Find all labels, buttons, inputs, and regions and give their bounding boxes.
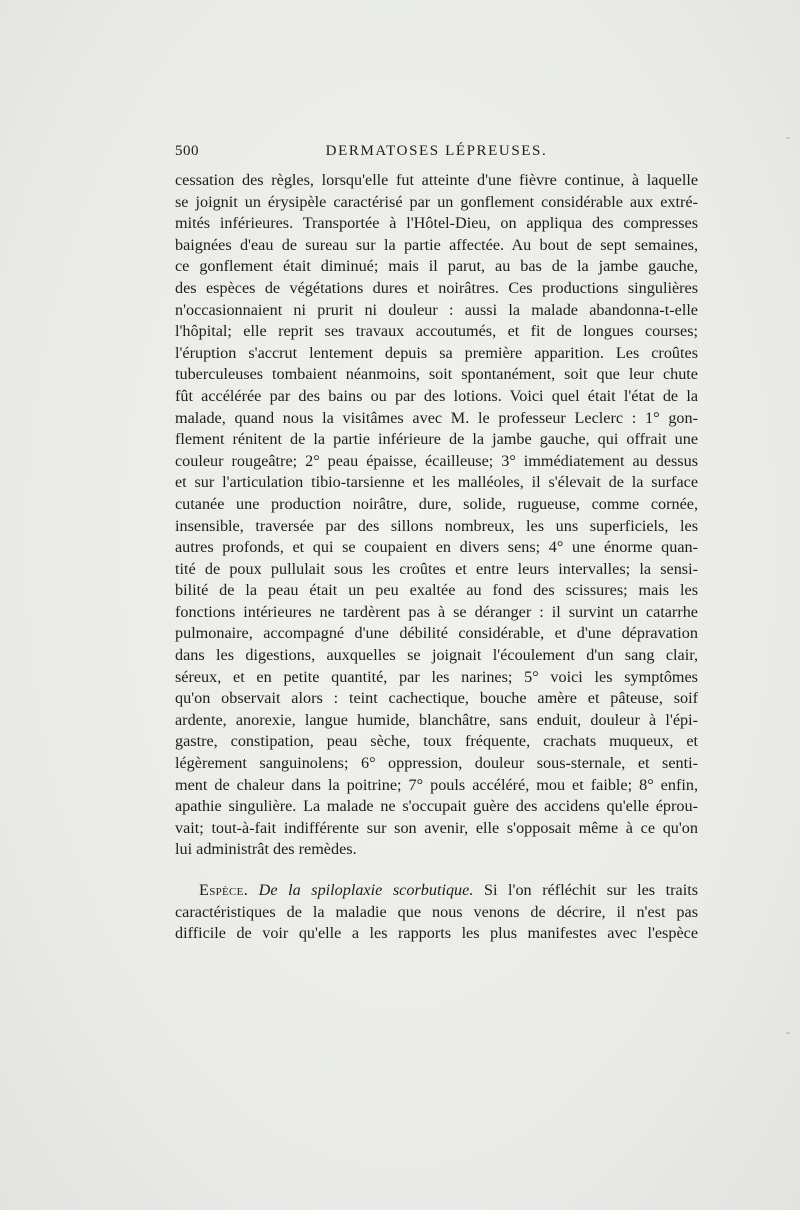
- text-line: ce gonflement était diminué; mais il parut, au bas de la jambe gauche,: [175, 257, 698, 276]
- text-line: ment de chaleur dans la poitrine; 7° pouls accéléré, mou et faible; 8° enfin,: [175, 775, 698, 794]
- paragraph-species-heading: [175, 880, 698, 945]
- text-line: difficile de voir qu'elle a les rapports les plus manifestes avec l'espèce: [175, 924, 698, 943]
- text-line: vait; tout-à-fait indifférente sur son avenir, elle s'opposait même à ce qu'on: [175, 818, 698, 837]
- text-line: ardente, anorexie, langue humide, blanchâtre, sans enduit, douleur à l'épi-: [175, 710, 698, 729]
- text-line: fonctions intérieures ne tardèrent pas à se déranger : il survint un catarrhe: [175, 602, 698, 621]
- text-line: tuberculeuses tombaient néanmoins, soit spontanément, soit que leur chute: [175, 365, 698, 384]
- text-line: se joignit un érysipèle caractérisé par un gonflement considérable aux extré-: [175, 192, 698, 211]
- paragraph-first-line: [175, 880, 698, 902]
- text-line: gastre, constipation, peau sèche, toux fréquente, crachats muqueux, et: [175, 732, 698, 751]
- text-line: fût accélérée par des bains ou par des lotions. Voici quel était l'état de la: [175, 386, 698, 405]
- text-line: n'occasionnaient ni prurit ni douleur : aussi la malade abandonna-t-elle: [175, 300, 698, 319]
- running-title: DERMATOSES LÉPREUSES.: [325, 143, 548, 159]
- text-line: cessation des règles, lorsqu'elle fut atteinte d'une fièvre continue, à laquelle: [175, 171, 698, 189]
- text-line: flement rénitent de la partie inférieure de la jambe gauche, qui offrait une: [175, 430, 698, 449]
- text-line: qu'on observait alors : teint cachectique, bouche amère et pâteuse, soif: [175, 689, 698, 708]
- text-line: insensible, traversée par des sillons nombreux, les uns superficiels, les: [175, 516, 698, 535]
- text-line: mités inférieures. Transportée à l'Hôtel-Dieu, on appliqua des compresses: [175, 214, 698, 233]
- section-label: Espèce.: [199, 881, 249, 899]
- page-number: 500: [175, 143, 199, 159]
- page-header: [175, 143, 698, 165]
- margin-mark: -: [786, 1025, 790, 1039]
- section-title: De la spiloplaxie scorbutique.: [258, 881, 474, 899]
- text-line: couleur rougeâtre; 2° peau épaisse, écailleuse; 3° immédiatement au dessus: [175, 451, 698, 470]
- text-line: cutanée une production noirâtre, dure, solide, rugueuse, comme cornée,: [175, 494, 698, 513]
- text-line: légèrement sanguinolens; 6° oppression, douleur sous-sternale, et senti-: [175, 754, 698, 773]
- paragraph-lines: [175, 902, 698, 945]
- text-line: et sur l'articulation tibio-tarsienne et les malléoles, il s'élevait de la surface: [175, 473, 698, 492]
- paragraph-first-line-rest: Si l'on réfléchit sur les traits: [483, 881, 699, 899]
- text-line: tité de poux pullulait sous les croûtes et entre leurs intervalles; la sensi-: [175, 559, 698, 578]
- text-line: baignées d'eau de sureau sur la partie affectée. Au bout de sept semaines,: [175, 235, 698, 254]
- text-line: malade, quand nous la visitâmes avec M. le professeur Leclerc : 1° gon-: [175, 408, 698, 427]
- paragraph-case-description: [175, 170, 698, 861]
- text-line: caractéristiques de la maladie que nous venons de décrire, il n'est pas: [175, 902, 698, 921]
- text-line: des espèces de végétations dures et noirâtres. Ces productions singulières: [175, 278, 698, 297]
- text-line: dans les digestions, auxquelles se joignait l'écoulement d'un sang clair,: [175, 646, 698, 665]
- text-line: autres profonds, et qui se coupaient en divers sens; 4° une énorme quan-: [175, 538, 698, 557]
- text-line: apathie singulière. La malade ne s'occupait guère des accidens qu'elle éprou-: [175, 797, 698, 816]
- text-line: l'éruption s'accrut lentement depuis sa première apparition. Les croûtes: [175, 343, 698, 362]
- text-line: lui administrât des remèdes.: [175, 840, 357, 859]
- text-line: séreux, et en petite quantité, par les narines; 5° voici les symptômes: [175, 667, 698, 686]
- text-line: bilité de la peau était un peu exaltée au fond des scissures; mais les: [175, 581, 698, 600]
- margin-mark: -: [786, 130, 790, 144]
- text-line: l'hôpital; elle reprit ses travaux accoutumés, et fit de longues courses;: [175, 322, 698, 341]
- text-line: pulmonaire, accompagné d'une débilité considérable, et d'une dépravation: [175, 624, 698, 643]
